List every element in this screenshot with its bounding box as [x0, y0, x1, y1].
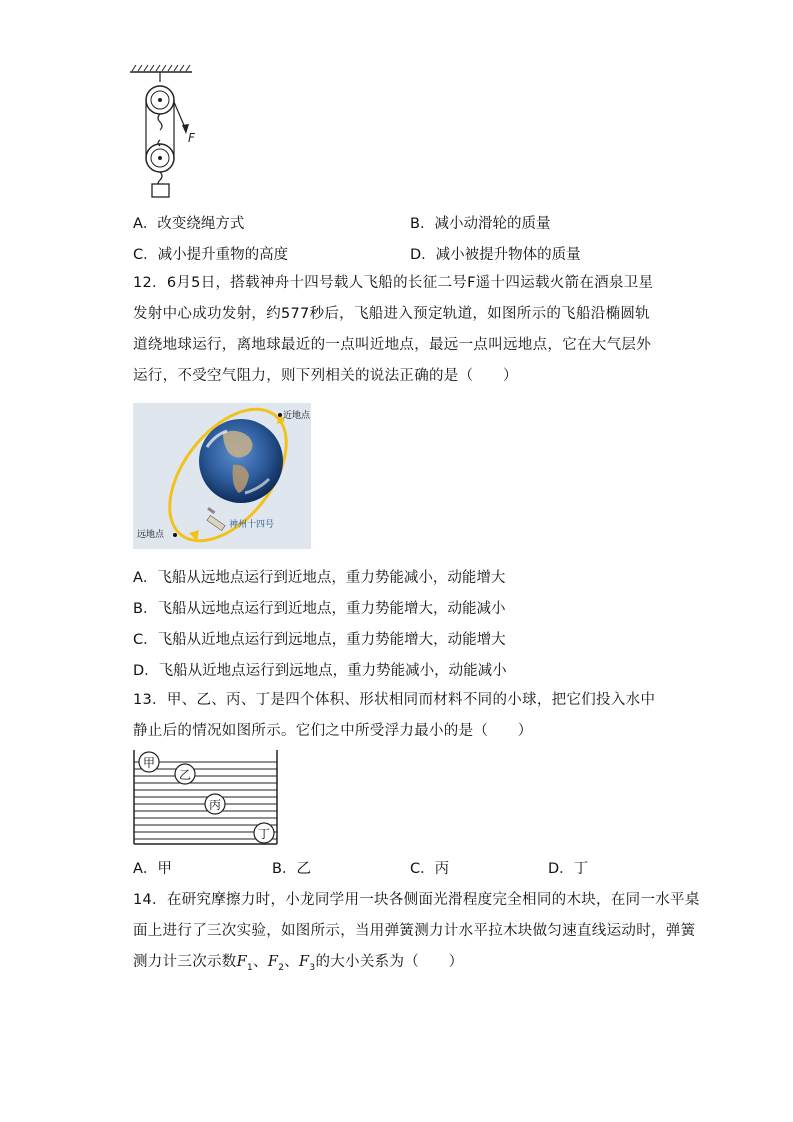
pulley-figure [126, 62, 206, 202]
q11-option-c: C．减小提升重物的高度 [133, 247, 289, 263]
f2-subscript: 2 [278, 962, 285, 973]
q12-option-c: C．飞船从近地点运行到远地点，重力势能增大，动能增大 [133, 632, 506, 648]
apogee-label: 远地点 [137, 530, 165, 540]
q13-option-a: A．甲 [133, 861, 172, 877]
q13-option-d: D．丁 [548, 861, 589, 877]
q11-option-d: D．减小被提升物体的质量 [410, 247, 581, 263]
q12-option-a: A．飞船从远地点运行到近地点，重力势能减小，动能增大 [133, 570, 506, 586]
force-label: F [188, 131, 195, 145]
q14-separator-1: 、 [253, 954, 268, 970]
q12-option-d: D．飞船从近地点运行到远地点，重力势能减小，动能减小 [133, 663, 507, 679]
q13-option-b: B．乙 [272, 861, 311, 877]
q14-separator-2: 、 [284, 954, 300, 970]
q14-stem-line1: 14．在研究摩擦力时，小龙同学用一块各侧面光滑程度完全相同的木块，在同一水平桌 [133, 892, 700, 908]
q13-option-c: C．丙 [410, 861, 450, 877]
q14-stem-line2: 面上进行了三次实验，如图所示，当用弹簧测力计水平拉木块做匀速直线运动时，弹簧 [133, 923, 696, 939]
q14-stem-prefix: 测力计三次示数 [133, 954, 237, 970]
f1-symbol: F [236, 954, 247, 970]
f2-symbol: F [267, 954, 279, 970]
q14-stem-line3 [133, 950, 463, 973]
f3-subscript: 3 [309, 962, 316, 973]
q12-option-b: B．飞船从远地点运行到近地点，重力势能增大，动能减小 [133, 601, 506, 617]
ball-bing-label: 丙 [208, 798, 222, 812]
q13-stem: 13．甲、乙、丙、丁是四个体积、形状相同而材料不同的小球，把它们投入水中静止后的情况如图所示。它们之中所受浮力最小的是（ ） [133, 692, 656, 739]
craft-label: 神州十四号 [229, 520, 275, 530]
buoyancy-figure [133, 748, 279, 846]
q11-option-b: B．减小动滑轮的质量 [410, 216, 551, 232]
f3-symbol: F [299, 954, 310, 970]
q14-stem-suffix: 的大小关系为（ ） [315, 954, 464, 970]
f1-subscript: 1 [246, 962, 254, 973]
q12-stem: 12．6月5日，搭载神舟十四号载人飞船的长征二号F遥十四运载火箭在酒泉卫星发射中心成功发射，约577秒后，飞船进入预定轨道，如图所示的飞船沿椭圆轨道绕地球运行，离地球最近的一点叫近地点，最远一点叫远地点，它在大气层外运行，不受空气阻力，则下列相关的说法正确的是（ ） [133, 275, 654, 384]
perigee-label: 近地点 [283, 411, 311, 421]
q11-option-a: A．改变绕绳方式 [133, 216, 245, 232]
ball-yi-label: 乙 [178, 768, 192, 782]
ball-ding-label: 丁 [257, 827, 271, 841]
ball-jia-label: 甲 [142, 756, 156, 770]
orbit-figure [133, 403, 311, 549]
